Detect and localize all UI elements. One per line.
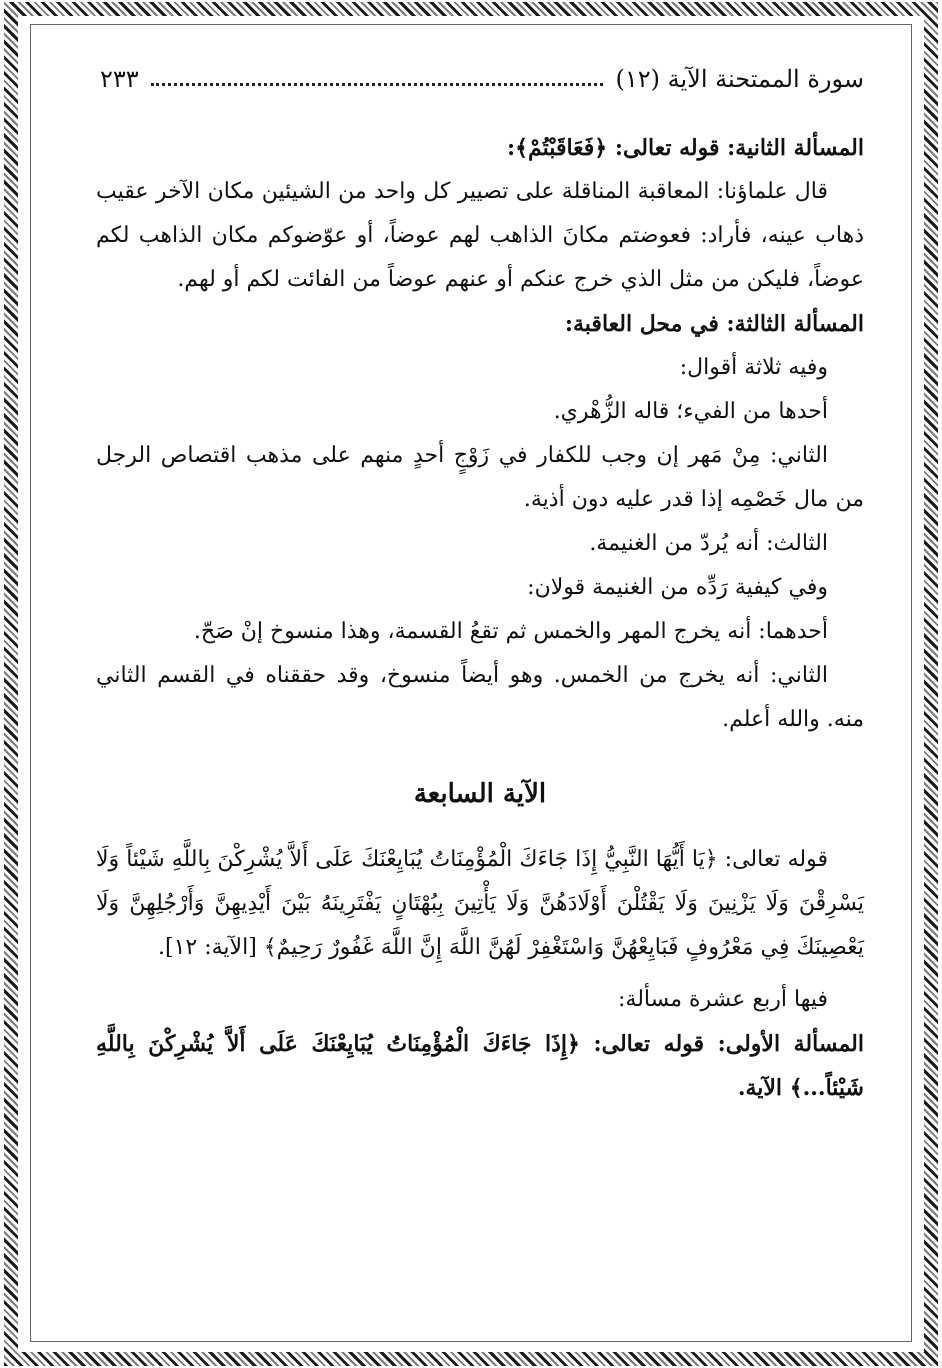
leader-dots (151, 83, 604, 86)
issue-heading-2: المسألة الثانية: قوله تعالى: ﴿فَعَاقَبْتُمْ﴾: (507, 135, 864, 161)
paragraph-commentary: قال علماؤنا: المعاقبة المناقلة على تصيير كل واحد من الشيئين مكان الآخر عقيب ذهاب عينه، فأراد: فعوضتم مكانَ الذاهب لهم عوضاً، أو عوّضوكم مكان الذاهب لكم عوضاً، فليكن من مثل الذي خرج عنكم أو عنهم عوضاً من الفائت لكم أو لهم. (96, 179, 864, 292)
paragraph-issues-count: فيها أربع عشرة مسألة: (618, 987, 828, 1012)
paragraph-sayings-intro: وفيه ثلاثة أقوال: (679, 355, 828, 380)
paragraph-method-two: الثاني: أنه يخرج من الخمس. وهو أيضاً منسوخ، وقد حققناه في القسم الثاني منه. والله أعلم. (96, 663, 864, 732)
section-title: الآية السابعة (413, 779, 547, 809)
paragraph-second-saying: الثاني: مِنْ مَهر إن وجب للكفار في زَوْجٍ أحدٍ منهم على مذهب اقتصاص الرجل من مال خَصْمِه إذا قدر عليه دون أذية. (96, 443, 864, 512)
running-title: سورة الممتحنة الآية (١٢) (615, 65, 864, 93)
paragraph-first-saying: أحدها من الفيء؛ قاله الزُّهْري. (553, 399, 828, 424)
page-body (96, 126, 864, 1110)
page-number: ٢٣٣ (100, 65, 139, 93)
paragraph-method-one: أحدهما: أنه يخرج المهر والخمس ثم تقعُ القسمة، وهذا منسوخ إنْ صَحّ. (193, 619, 828, 644)
issue-heading-3: المسألة الثالثة: في محل العاقبة: (564, 311, 864, 337)
issue-heading-1: المسألة الأولى: قوله تعالى: ﴿إِذَا جَاءَكَ الْمُؤْمِنَاتُ يُبَايِعْنَكَ عَلَى أَلاَّ يُشْرِكْنَ بِاللَّهِ شَيْئاً...﴾ الآية. (96, 1031, 864, 1101)
running-header (100, 62, 864, 96)
paragraph-verse: قوله تعالى: ﴿يَا أَيُّهَا النَّبِيُّ إِذَا جَاءَكَ الْمُؤْمِنَاتُ يُبَايِعْنَكَ عَلَى أَلاَّ يُشْرِكْنَ بِاللَّهِ شَيْئاً وَلَا يَسْرِقْنَ وَلَا يَزْنِينَ وَلَا يَقْتُلْنَ أَوْلَادَهُنَّ وَلَا يَأْتِينَ بِبُهْتَانٍ يَفْتَرِينَهُ بَيْنَ أَيْدِيهِنَّ وَأَرْجُلِهِنَّ وَلَا يَعْصِينَكَ فِي مَعْرُوفٍ فَبَايِعْهُنَّ وَاسْتَغْفِرْ لَهُنَّ اللَّهَ إِنَّ اللَّهَ غَفُورٌ رَحِيمٌ﴾ [الآية: ١٢]. (96, 847, 864, 960)
paragraph-return-method: وفي كيفية رَدِّه من الغنيمة قولان: (527, 575, 828, 600)
paragraph-third-saying: الثالث: أنه يُردّ من الغنيمة. (589, 531, 828, 556)
